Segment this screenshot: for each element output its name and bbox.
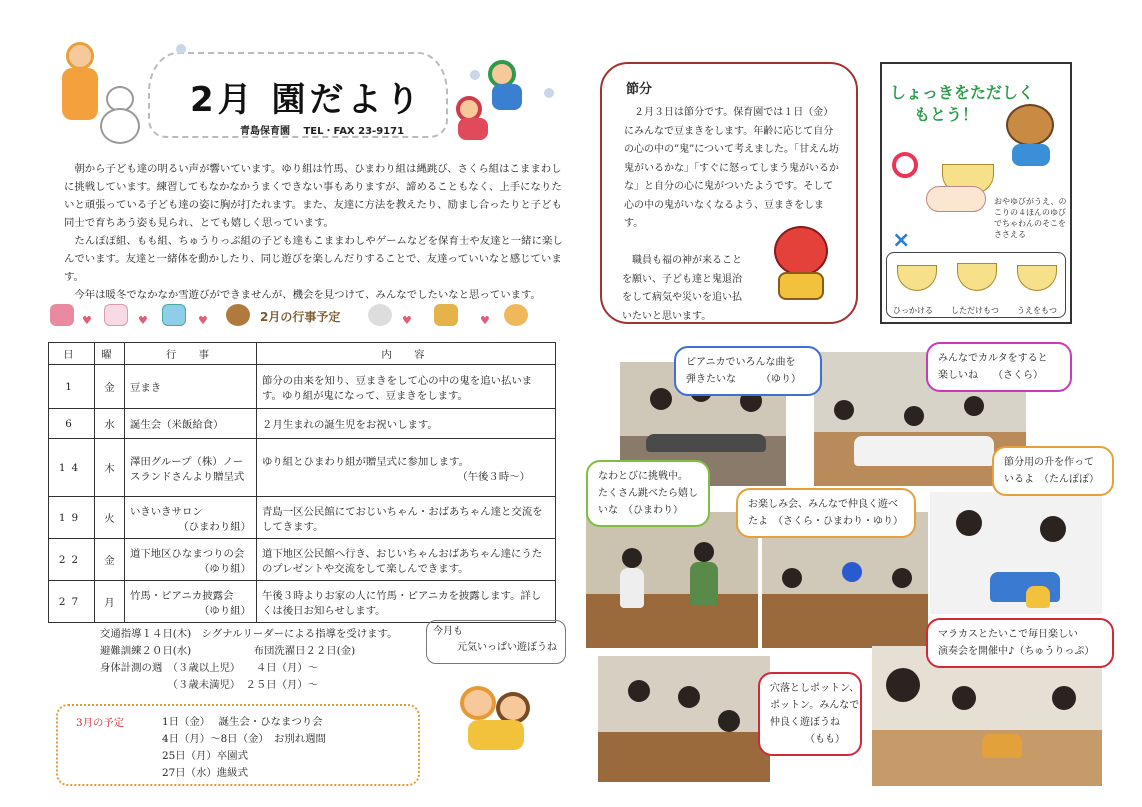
heart-icon: ♥	[480, 314, 490, 327]
setsubun-body: ２月３日は節分です。保育園では１日（金）にみんなで豆まきをします。年齢に応じて自分の心の中の”鬼”について考えました。「甘えん坊鬼がいるかな」「すぐに怒ってしまう鬼がいるかな」と自分の心に鬼がついたようです。そして心の中の鬼がいなくなるよう、豆まきをします。	[624, 107, 840, 229]
oni-demon-illustration	[766, 222, 836, 302]
correct-bowl-illustration	[922, 158, 1000, 216]
cell-day: 14	[49, 439, 95, 497]
cell-event: 澤田グループ（株）ノースランドさんより贈呈式	[125, 439, 257, 497]
march-item: 25日（月）卒園式	[162, 750, 248, 762]
snowman-illustration	[94, 86, 146, 144]
photo-jumprope	[586, 512, 758, 648]
content-time: （午後３時～）	[457, 470, 530, 483]
bowl-icon	[957, 263, 997, 291]
heart-box-icon	[50, 304, 74, 326]
wrong-cross-icon: ×	[892, 228, 911, 253]
bubble-pottoon	[758, 672, 862, 756]
table-row	[49, 365, 556, 409]
table-row	[49, 497, 556, 539]
setsubun-body2: 職員も福の神が来ることを願い、子ども達と鬼退治をして病気や災いを追い払いたいと思います。	[622, 255, 742, 322]
school-name: 青島保育園	[240, 126, 290, 137]
bubble-line: 仲良く遊ぼうね	[770, 717, 840, 728]
bubble-line: マラカスとたいこで毎日楽しい	[938, 629, 1078, 640]
wrong-label: しただけもつ	[951, 306, 999, 315]
cell-day: 19	[49, 497, 95, 539]
notices	[100, 626, 397, 694]
bowl-icon	[1017, 265, 1057, 291]
cell-dow: 月	[95, 581, 125, 623]
table-header-row	[49, 343, 556, 365]
bubble-line: 弾きたいな （ゆり）	[686, 374, 801, 385]
cat-icon	[504, 304, 528, 326]
school-info	[240, 122, 404, 137]
snowball-icon	[544, 88, 554, 98]
present-icon	[162, 304, 186, 326]
cell-content: 道下地区公民館へ行き、おじいちゃんおばあちゃん達にうたのプレゼントや交流をして楽しんできます。	[257, 539, 556, 581]
tableware-note: おやゆびがうえ、のこりの４ほんのゆびでちゃわんのそこをささえる	[994, 197, 1067, 239]
photo-pottoon	[598, 656, 770, 782]
intro-paragraph: 今年は暖冬でなかなか雪遊びができませんが、機会を見つけて、みんなでしたいなと思っています。	[74, 289, 541, 301]
cell-day: 1	[49, 365, 95, 409]
content-text: ゆり組とひまわり組が贈呈式に参加します。	[262, 455, 469, 468]
table-row	[49, 539, 556, 581]
bubble-line: 今月も	[433, 626, 463, 637]
event-class: （ひまわり組）	[178, 520, 251, 533]
cell-day: 6	[49, 409, 95, 439]
event-name: 竹馬・ピアニカ披露会	[130, 589, 234, 602]
cell-content: 青島一区公民館にておじいちゃん・おばあちゃん達と交流をしてきます。	[257, 497, 556, 539]
bubble-line: 穴落としポットン、	[770, 683, 860, 694]
cell-event: 豆まき	[125, 365, 257, 409]
rabbit-icon	[104, 304, 128, 326]
bowl-icon	[897, 265, 937, 291]
schedule-heading	[48, 300, 538, 332]
notice-line: 避難訓練２０日(水) 布団洗濯日２２日(金)	[100, 645, 356, 657]
cell-event: 誕生会（米飯給食）	[125, 409, 257, 439]
bubble-pianica	[674, 346, 822, 396]
intro-paragraph: たんぽぽ組、もも組、ちゅうりっぷ組の子ども達もこままわしやゲームなどを保育士や友達と一緒に楽しんでいます。友達と一緒体を動かしたり、同じ遊びを楽しんだりすることで、友達っていいなと感じています。	[64, 235, 563, 283]
schedule-title: 2月の行事予定	[260, 310, 341, 324]
cell-dow: 金	[95, 539, 125, 581]
event-name: いきいきサロン	[130, 505, 203, 518]
bubble-line: （もも）	[770, 734, 845, 745]
playing-kids-illustration	[450, 672, 546, 758]
event-name: 道下地区ひなまつりの会	[130, 547, 245, 560]
cell-content: 午後３時よりお家の人に竹馬・ピアニカを披露します。詳しくは後日お知らせします。	[257, 581, 556, 623]
schedule-table	[48, 342, 556, 623]
bubble-line: お楽しみ会、みんなで仲良く遊べ	[748, 499, 898, 510]
page-title: 2月 園だより	[190, 80, 424, 120]
bubble-line: 節分用の升を作って	[1004, 457, 1094, 468]
bubble-line: 元気いっぱい遊ぼうね	[457, 642, 557, 653]
march-item: 4日（月）～8日（金） お別れ週間	[162, 733, 326, 745]
event-class: （ゆり組）	[199, 562, 251, 575]
winter-kids-illustration	[452, 54, 552, 144]
cell-dow: 木	[95, 439, 125, 497]
column-header: 行 事	[125, 343, 257, 365]
wrong-label: ひっかける	[893, 306, 933, 315]
bubble-masu	[992, 446, 1114, 496]
intro-text	[64, 160, 564, 304]
setsubun-title: 節分	[626, 82, 653, 97]
bubble-line: たくさん跳べたら嬉し	[598, 488, 698, 499]
cell-dow: 金	[95, 365, 125, 409]
heart-icon: ♥	[82, 314, 92, 327]
mouse-icon	[368, 304, 392, 326]
heart-icon: ♥	[402, 314, 412, 327]
bubble-line: ポットン。みんなで	[770, 700, 860, 711]
bubble-jumprope	[586, 460, 710, 527]
bubble-line: いるよ （たんぽぽ）	[1004, 474, 1099, 485]
cell-event	[125, 539, 257, 581]
bubble-karuta	[926, 342, 1072, 392]
column-header: 日	[49, 343, 95, 365]
cell-content: ２月生まれの誕生児をお祝いします。	[257, 409, 556, 439]
heart-icon: ♥	[138, 314, 148, 327]
march-label: 3月の予定	[76, 717, 125, 729]
bubble-party	[736, 488, 916, 538]
cell-day: 22	[49, 539, 95, 581]
snowball-icon	[176, 44, 186, 54]
event-class: （ゆり組）	[199, 604, 251, 617]
bubble-line: 楽しいね （さくら）	[938, 370, 1043, 381]
bear-illustration	[1002, 104, 1060, 168]
notice-line: （３歳未満児） ２５日（月）～	[100, 679, 319, 691]
tableware-title-line: もとう！	[914, 105, 979, 124]
bubble-line: 演奏会を開催中♪（ちゅうりっぷ）	[938, 646, 1095, 657]
column-header: 曜	[95, 343, 125, 365]
bubble-line: いな （ひまわり）	[598, 505, 683, 516]
wrong-label: うえをもつ	[1017, 306, 1057, 315]
cell-day: 27	[49, 581, 95, 623]
column-header: 内 容	[257, 343, 556, 365]
march-items	[162, 714, 326, 782]
bubble-maracas	[926, 618, 1114, 668]
month-speech-bubble	[426, 620, 566, 664]
tableware-title-line: しょっきをただしく	[890, 83, 1035, 102]
intro-paragraph: 朝から子ども達の明るい声が響いています。ゆり組は竹馬、ひまわり組は縄跳び、さくら組はこままわしに挑戦しています。練習してもなかなかうまくできない事もありますが、諦めることもなく、上手になりたいと頑張っている子ども達の姿に胸が打たれます。また、友達に方法を教えたり、励まし合ったりと子ども同士で育ちあう姿も見られ、とても嬉しく思っています。	[64, 163, 562, 229]
cell-content	[257, 439, 556, 497]
bubble-line: ピアニカでいろんな曲を	[686, 357, 796, 368]
march-schedule-box	[56, 704, 420, 786]
photo-masu	[930, 492, 1102, 614]
cell-content: 節分の由来を知り、豆まきをして心の中の鬼を追い払います。ゆり組が鬼になって、豆まきをします。	[257, 365, 556, 409]
bubble-line: たよ （さくら・ひまわり・ゆり）	[748, 516, 903, 527]
table-row	[49, 409, 556, 439]
heart-icon: ♥	[198, 314, 208, 327]
cell-dow: 水	[95, 409, 125, 439]
bubble-line: なわとびに挑戦中。	[598, 471, 688, 482]
school-tel: TEL・FAX 23-9171	[303, 126, 405, 137]
march-item: 27日（水）進級式	[162, 767, 248, 779]
wrong-examples	[886, 252, 1066, 318]
snowball-icon	[470, 70, 480, 80]
table-row	[49, 439, 556, 497]
bear-icon	[226, 304, 250, 326]
cell-dow: 火	[95, 497, 125, 539]
cell-event	[125, 497, 257, 539]
march-item: 1日（金） 誕生会・ひなまつり会	[162, 716, 323, 728]
correct-circle-icon	[892, 152, 918, 178]
bubble-line: みんなでカルタをすると	[938, 353, 1048, 364]
notice-line: 身体計測の週 （３歳以上児） ４日（月）～	[100, 662, 319, 674]
lunchbox-icon	[434, 304, 458, 326]
table-row	[49, 581, 556, 623]
cell-event	[125, 581, 257, 623]
notice-line: 交通指導１４日(木) シグナルリーダーによる指導を受けます。	[100, 628, 398, 640]
